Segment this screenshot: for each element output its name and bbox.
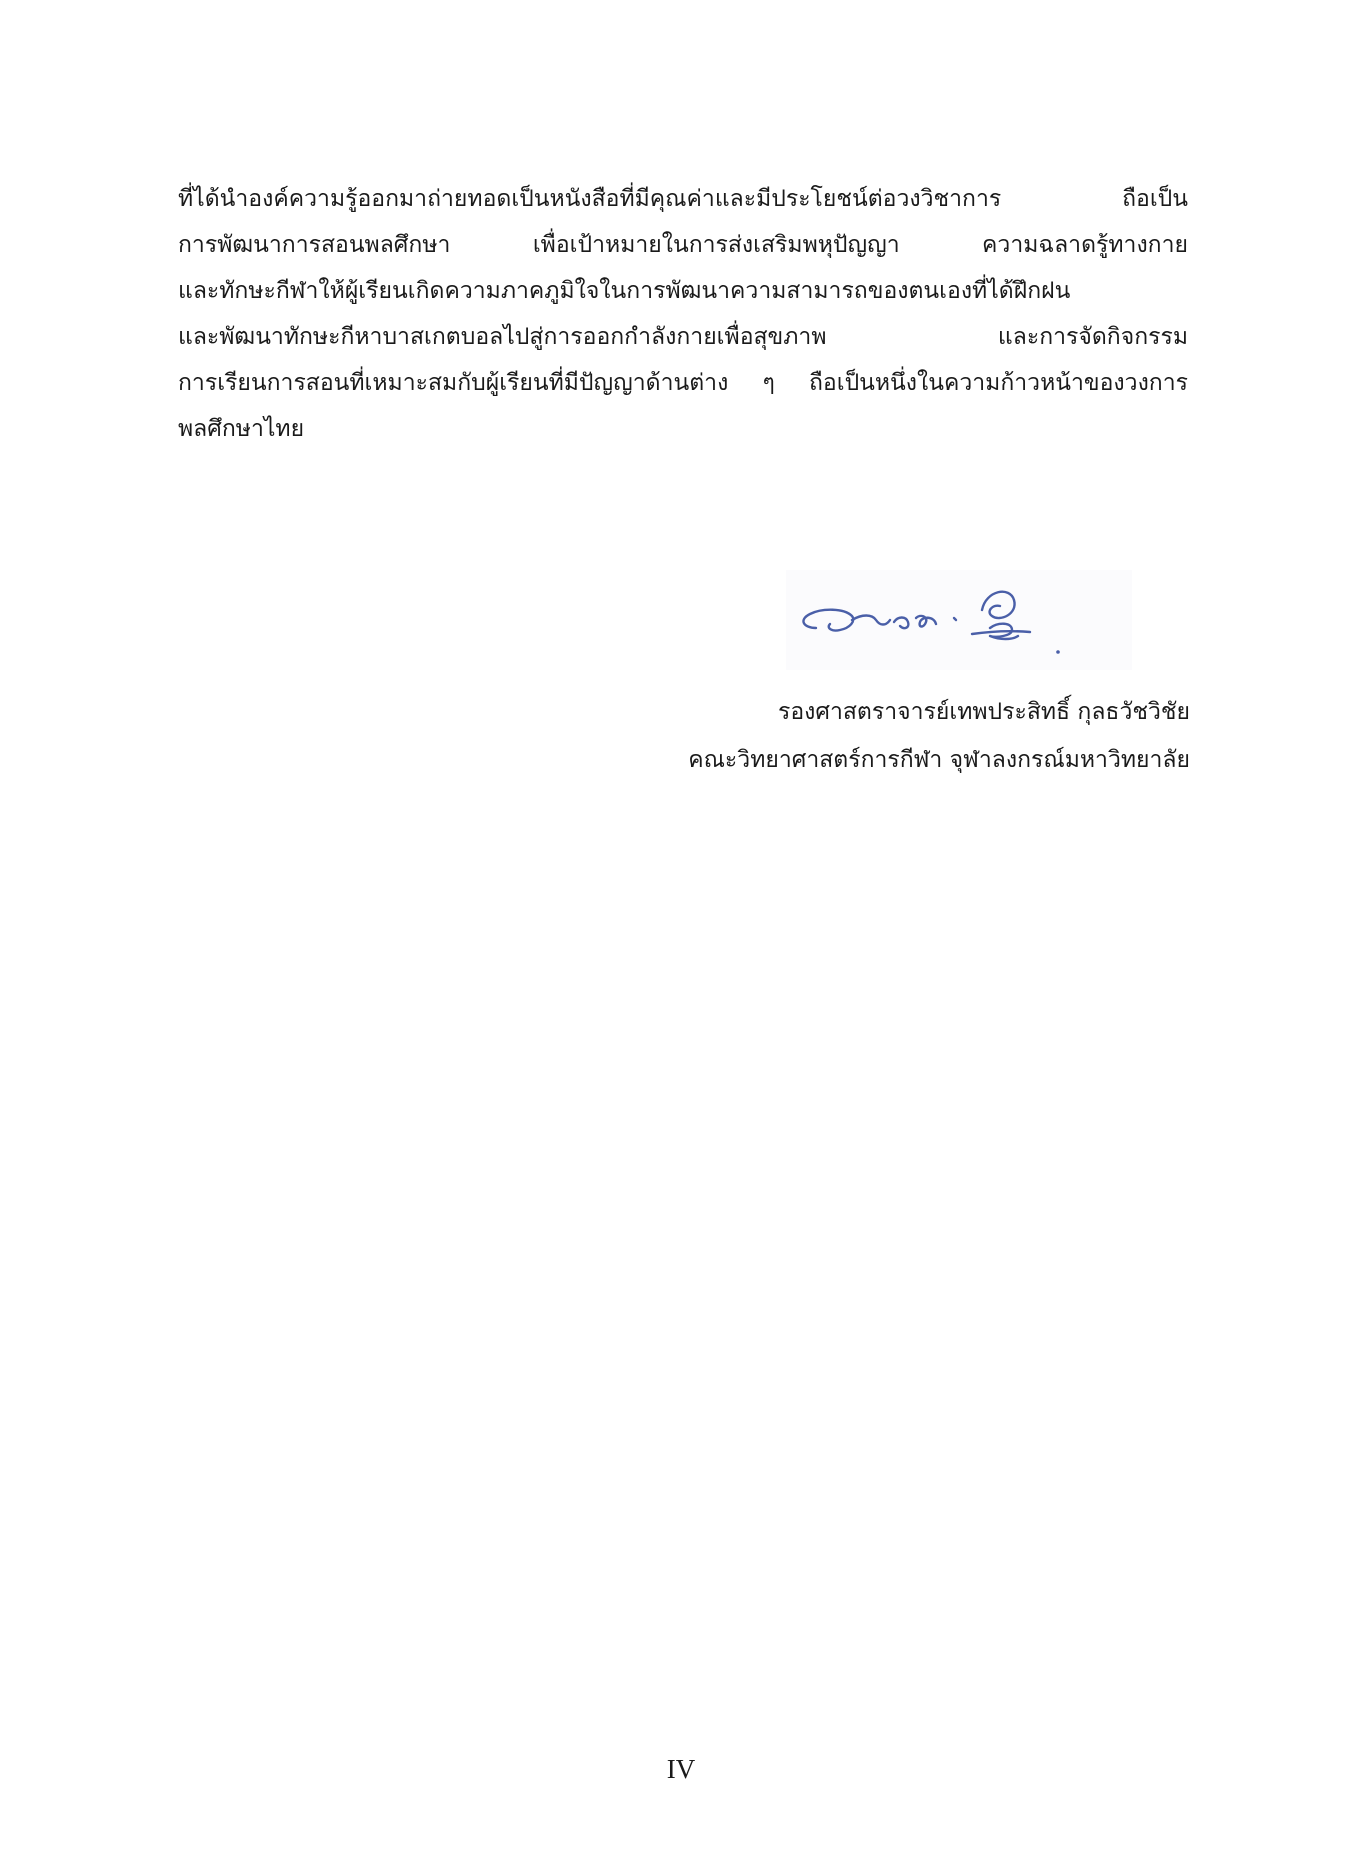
- body-line-3: และทักษะกีฬาให้ผู้เรียนเกิดความภาคภูมิใจในการพัฒนาความสามารถของตนเองที่ได้ฝึกฝน: [178, 278, 1071, 304]
- body-line-2: การพัฒนาการสอนพลศึกษา เพื่อเป้าหมายในการส่งเสริมพหุปัญญา ความฉลาดรู้ทางกาย: [178, 232, 1188, 258]
- body-line-1: ที่ได้นำองค์ความรู้ออกมาถ่ายทอดเป็นหนังสือที่มีคุณค่าและมีประโยชน์ต่อวงวิชาการ ถือเป็น: [178, 186, 1188, 212]
- signer-block: [688, 688, 1190, 784]
- handwritten-signature: [786, 570, 1132, 670]
- body-line-6: พลศึกษาไทย: [178, 416, 305, 442]
- body-line-5: การเรียนการสอนที่เหมาะสมกับผู้เรียนที่มีปัญญาด้านต่าง ๆ ถือเป็นหนึ่งในความก้าวหน้าของวงการ: [178, 370, 1188, 396]
- signer-affiliation: คณะวิทยาศาสตร์การกีฬา จุฬาลงกรณ์มหาวิทยาลัย: [688, 747, 1190, 773]
- page-number: IV: [666, 1754, 696, 1784]
- signer-name: รองศาสตราจารย์เทพประสิทธิ์ กุลธวัชวิชัย: [777, 699, 1190, 725]
- body-line-4: และพัฒนาทักษะกีหาบาสเกตบอลไปสู่การออกกำลังกายเพื่อสุขภาพ และการจัดกิจกรรม: [178, 324, 1188, 350]
- body-paragraph: [178, 176, 1188, 452]
